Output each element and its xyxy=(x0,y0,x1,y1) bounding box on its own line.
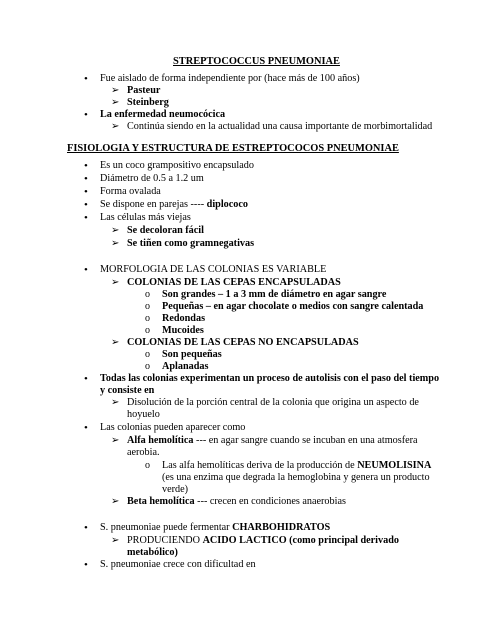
text-line: Redondas xyxy=(162,313,206,324)
arrow-bullet-icon xyxy=(111,337,119,349)
title-streptococcus: STREPTOCOCCUS PNEUMONIAE xyxy=(173,56,340,67)
text-line: La enfermedad neumocócica xyxy=(100,109,226,120)
bullet-dot-icon xyxy=(84,199,88,212)
text-line xyxy=(127,535,399,547)
text-line: Es un coco grampositivo encapsulado xyxy=(100,160,254,171)
text-line xyxy=(100,522,330,534)
text-segment: S. pneumoniae puede fermentar xyxy=(100,522,233,533)
text-segment-bold: NEUMOLISINA xyxy=(357,460,432,471)
text-line xyxy=(162,460,431,472)
bullet-dot-icon xyxy=(84,373,88,386)
text-line: Pequeñas – en agar chocolate o medios con sangre calentada xyxy=(162,301,424,312)
circle-bullet-icon xyxy=(145,460,150,472)
text-segment: Las alfa hemolíticas deriva de la producción de xyxy=(162,460,358,471)
text-line xyxy=(100,199,248,211)
circle-bullet-icon xyxy=(145,361,150,373)
text-line xyxy=(127,435,418,447)
bullet-dot-icon xyxy=(84,264,88,277)
arrow-bullet-icon xyxy=(111,535,119,547)
text-line: Todas las colonias experimentan un proceso de autolisis con el paso del tiempo xyxy=(100,373,440,384)
circle-bullet-icon xyxy=(145,325,150,337)
text-line: Pasteur xyxy=(127,85,161,96)
text-segment: --- en agar sangre cuando se incuban en una atmosfera xyxy=(193,435,418,446)
text-segment: PRODUCIENDO xyxy=(127,535,203,546)
bullet-dot-icon xyxy=(84,186,88,199)
arrow-bullet-icon xyxy=(111,225,119,237)
text-line: Las colonias pueden aparecer como xyxy=(100,422,246,433)
text-line: aerobia. xyxy=(127,447,160,458)
text-line: metabólico) xyxy=(127,547,178,558)
text-line: MORFOLOGIA DE LAS COLONIAS ES VARIABLE xyxy=(100,264,327,275)
text-line: Steinberg xyxy=(127,97,169,108)
text-line: (es una enzima que degrada la hemoglobina y genera un producto xyxy=(162,472,430,483)
text-segment-bold: ACIDO LACTICO (como principal derivado xyxy=(202,535,399,546)
circle-bullet-icon xyxy=(145,289,150,301)
bullet-dot-icon xyxy=(84,559,88,572)
text-line: Las células más viejas xyxy=(100,212,191,223)
arrow-bullet-icon xyxy=(111,496,119,508)
arrow-bullet-icon xyxy=(111,277,119,289)
bullet-dot-icon xyxy=(84,173,88,186)
text-line: Son pequeñas xyxy=(162,349,222,360)
bullet-dot-icon xyxy=(84,422,88,435)
text-line: Se tiñen como gramnegativas xyxy=(127,238,255,249)
arrow-bullet-icon xyxy=(111,238,119,250)
text-line: Diámetro de 0.5 a 1.2 um xyxy=(100,173,204,184)
circle-bullet-icon xyxy=(145,349,150,361)
circle-bullet-icon xyxy=(145,313,150,325)
text-line: hoyuelo xyxy=(127,409,160,420)
text-line: COLONIAS DE LAS CEPAS NO ENCAPSULADAS xyxy=(127,337,359,348)
text-segment: --- crecen en condiciones anaerobias xyxy=(194,496,346,507)
text-line: y consiste en xyxy=(100,385,155,396)
text-line: Disolución de la porción central de la colonia que origina un aspecto de xyxy=(127,397,419,408)
title-fisiologia: FISIOLOGIA Y ESTRUCTURA DE ESTREPTOCOCOS PNEUMONIAE xyxy=(67,143,399,154)
text-line xyxy=(127,496,346,508)
text-line: Son grandes – 1 a 3 mm de diámetro en agar sangre xyxy=(162,289,387,300)
arrow-bullet-icon xyxy=(111,97,119,109)
text-line: Fue aislado de forma independiente por (hace más de 100 años) xyxy=(100,73,360,84)
text-line: Se decoloran fácil xyxy=(127,225,204,236)
text-segment-bold: Beta hemolítica xyxy=(127,496,195,507)
arrow-bullet-icon xyxy=(111,121,119,133)
text-segment-bold: CHARBOHIDRATOS xyxy=(232,522,331,533)
text-segment-bold: Alfa hemolítica xyxy=(127,435,194,446)
text-line: Aplanadas xyxy=(162,361,209,372)
text-line: Mucoides xyxy=(162,325,204,336)
text-line: Continúa siendo en la actualidad una causa importante de morbimortalidad xyxy=(127,121,433,132)
text-segment: Se dispone en parejas ---- xyxy=(100,199,207,210)
arrow-bullet-icon xyxy=(111,397,119,409)
text-segment-bold: diplococo xyxy=(206,199,248,210)
text-line: Forma ovalada xyxy=(100,186,161,197)
text-line: S. pneumoniae crece con dificultad en xyxy=(100,559,256,570)
arrow-bullet-icon xyxy=(111,435,119,447)
circle-bullet-icon xyxy=(145,301,150,313)
text-line: verde) xyxy=(162,484,189,495)
bullet-dot-icon xyxy=(84,212,88,225)
bullet-dot-icon xyxy=(84,522,88,535)
text-line: COLONIAS DE LAS CEPAS ENCAPSULADAS xyxy=(127,277,341,288)
bullet-dot-icon xyxy=(84,109,88,122)
arrow-bullet-icon xyxy=(111,85,119,97)
bullet-dot-icon xyxy=(84,73,88,86)
bullet-dot-icon xyxy=(84,160,88,173)
